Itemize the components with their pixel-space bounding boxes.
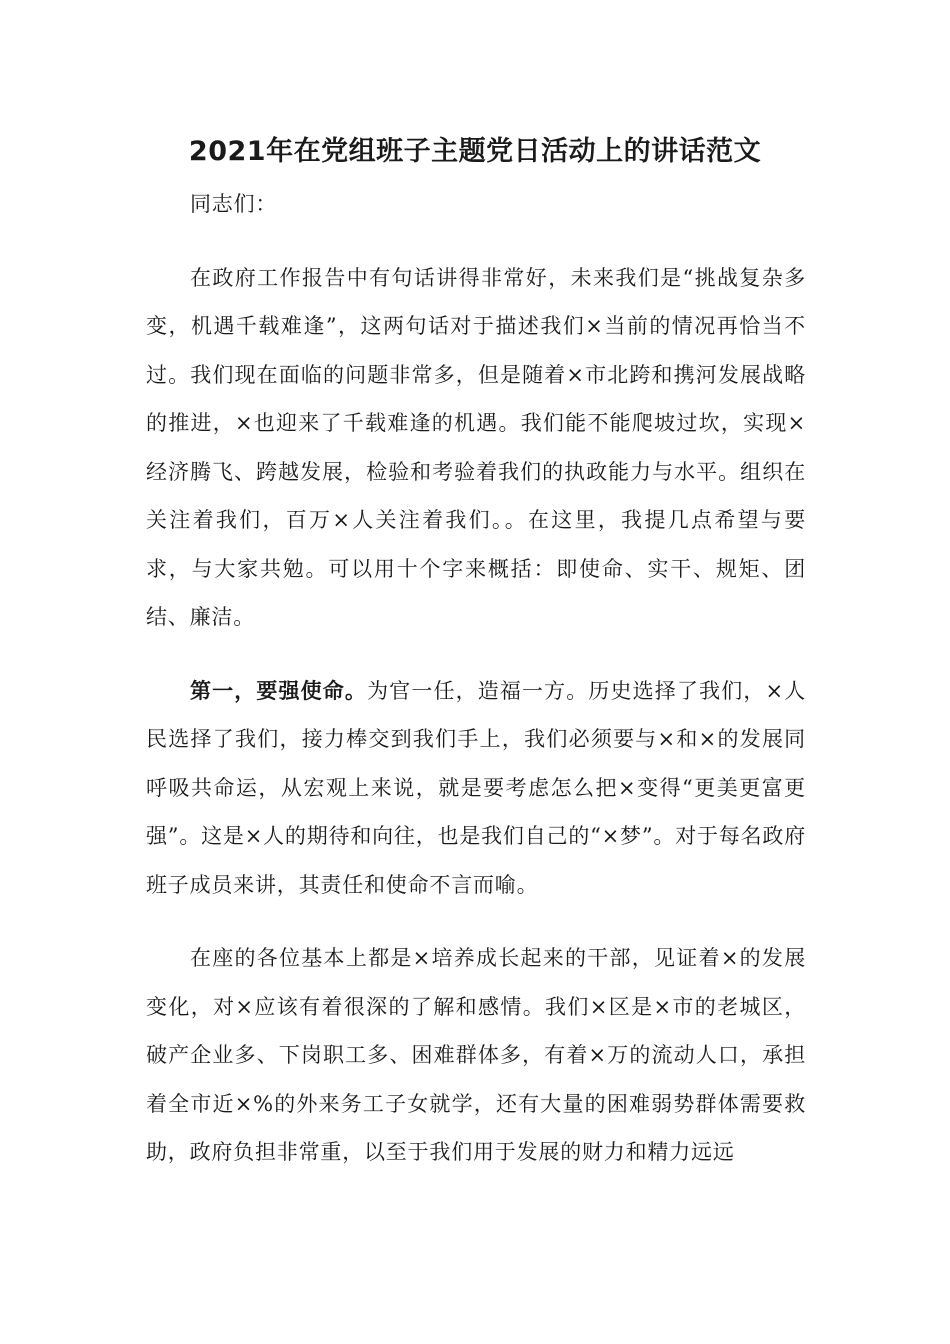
paragraph-mission-text: 为官一任，造福一方。历史选择了我们，×人民选择了我们，接力棒交到我们手上，我们必须要与×和×的发展同呼吸共命运，从宏观上来说，就是要考虑怎么把×变得“更美更富更强”。这是×人的期待和向往，也是我们自己的“×梦”。对于每名政府班子成员来讲，其责任和使命不言而喻。: [146, 678, 807, 897]
document-body: [146, 180, 806, 1177]
paragraph-intro: 在政府工作报告中有句话讲得非常好，未来我们是“挑战复杂多变，机遇千载难逢”，这两句话对于描述我们×当前的情况再恰当不过。我们现在面临的问题非常多，但是随着×市北跨和携河发展战略的推进，×也迎来了千载难逢的机遇。我们能不能爬坡过坎，实现×经济腾飞、跨越发展，检验和考验着我们的执政能力与水平。组织在关注着我们，百万×人关注着我们。。在这里，我提几点希望与要求，与大家共勉。可以用十个字来概括：即使命、实干、规矩、团结、廉洁。: [146, 265, 806, 629]
paragraph-lead-heading: 第一，要强使命。: [190, 677, 368, 703]
paragraph-mission: [146, 667, 806, 910]
greeting: 同志们：: [190, 192, 278, 216]
paragraph-background: 在座的各位基本上都是×培养成长起来的干部，见证着×的发展变化，对×应该有着很深的了解和感情。我们×区是×市的老城区，破产企业多、下岗职工多、困难群体多，有着×万的流动人口，承担着全市近×%的外来务工子女就学，还有大量的困难弱势群体需要救助，政府负担非常重，以至于我们用于发展的财力和精力远远: [146, 946, 806, 1164]
document-title: 2021年在党组班子主题党日活动上的讲话范文: [188, 136, 762, 167]
